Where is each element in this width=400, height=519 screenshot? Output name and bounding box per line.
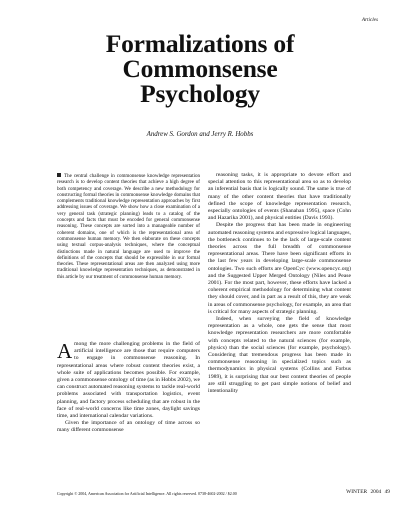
body-paragraph xyxy=(57,341,200,420)
title-line: Formalizations of xyxy=(105,29,295,58)
abstract-text: The central challenge in commonsense knowledge representation research is to develop content theories that achieve a high degree of both competency and coverage. We describe a new methodology for constructing formal theories in commonsense knowledge domains that complements traditional knowledge representation approaches by first addressing issues of coverage. We show how a close examination of a very general task (strategic planning) leads to a catalog of the concepts and facts that must be encoded for general commonsense reasoning. These concepts are sorted into a manageable number of coherent domains, one of which is the representational area of commonsense human memory. We then elaborate on these concepts using textual corpus-analysis techniques, where the conceptual distinctions made in natural language are used to improve the definitions of the concepts that should be expressible in our formal theories. These representational areas are then analyzed using more traditional knowledge representation techniques, as demonstrated in this article by our treatment of commonsense human memory. xyxy=(57,173,200,280)
body-paragraph: Indeed, when surveying the field of knowledge representation as a whole, one gets the sense that most knowledge representation researchers are more comfortable with concepts related to the natural sciences (for example, physics) than the social sciences (for example, psychology). Considering that tremendous progress has been made in commonsense reasoning in specialized topics such as thermodynamics in physical systems (Collins and Forbus 1989), it is surprising that our best content theories of people are still struggling to get past simple notions of belief and intentionality xyxy=(208,316,351,395)
body-paragraph: Given the importance of an ontology of time across so many different commonsense xyxy=(57,420,200,434)
body-paragraph: reasoning tasks, it is appropriate to devote effort and special attention to this representational area so as to develop an inferential basis that is logically sound. The same is true of many of the other content theories that have traditionally defined the scope of knowledge representation research, especially ontologies of events (Shanahan 1995), space (Cohn and Hazarika 2001), and physical entities (Davis 1993). xyxy=(208,172,351,222)
page-footer xyxy=(346,489,390,495)
abstract-bullet-icon xyxy=(57,173,61,177)
article-title xyxy=(0,31,400,106)
body-paragraph: Despite the progress that has been made in engineering automated reasoning systems and expressive logical languages, the bottleneck continues to be the lack of large-scale content theories across the full breadth of commonsense representational areas. There have been significant efforts in the last few years in developing large-scale commonsense ontologies. Two such efforts are OpenCyc (www.opencyc.org) and the Suggested Upper Merged Ontology (Niles and Pease 2001). For the most part, however, these efforts have lacked a coherent empirical methodology for determining what content they should cover, and in part as a result of this, they are weak in areas of commonsense psychology, for example, an area that is critical for many aspects of strategic planning. xyxy=(208,222,352,315)
abstract xyxy=(57,173,200,280)
page-number: 49 xyxy=(384,489,390,495)
left-body-column xyxy=(57,341,200,435)
drop-cap: A xyxy=(57,339,73,363)
title-line: Psychology xyxy=(140,79,260,108)
paragraph-text: mong the more challenging problems in the field of artificial intelligence are those that require computers to engage in commonsense reasoning. In representational areas where robust content theories exist, a whole suite of applications becomes possible. For example, given a commonsense ontology of time (as in Hobbs 2002), we can construct automated reasoning systems to tackle real-world problems associated with transportation logistics, event planning, and factory process scheduling that are robust in the face of real-world concerns like time zones, daylight savings time, and international calendar variations. xyxy=(57,341,201,420)
issue-label: WINTER 2004 xyxy=(346,489,382,495)
author-byline: Andrew S. Gordon and Jerry R. Hobbs xyxy=(146,131,254,138)
section-label: Articles xyxy=(361,17,378,23)
copyright-notice: Copyright © 2004, American Association for Artificial Intelligence. All rights reserved. 0738-4602-2002 / $2.00 xyxy=(57,491,237,496)
title-line: Commonsense xyxy=(122,54,278,83)
right-body-column xyxy=(208,172,351,395)
